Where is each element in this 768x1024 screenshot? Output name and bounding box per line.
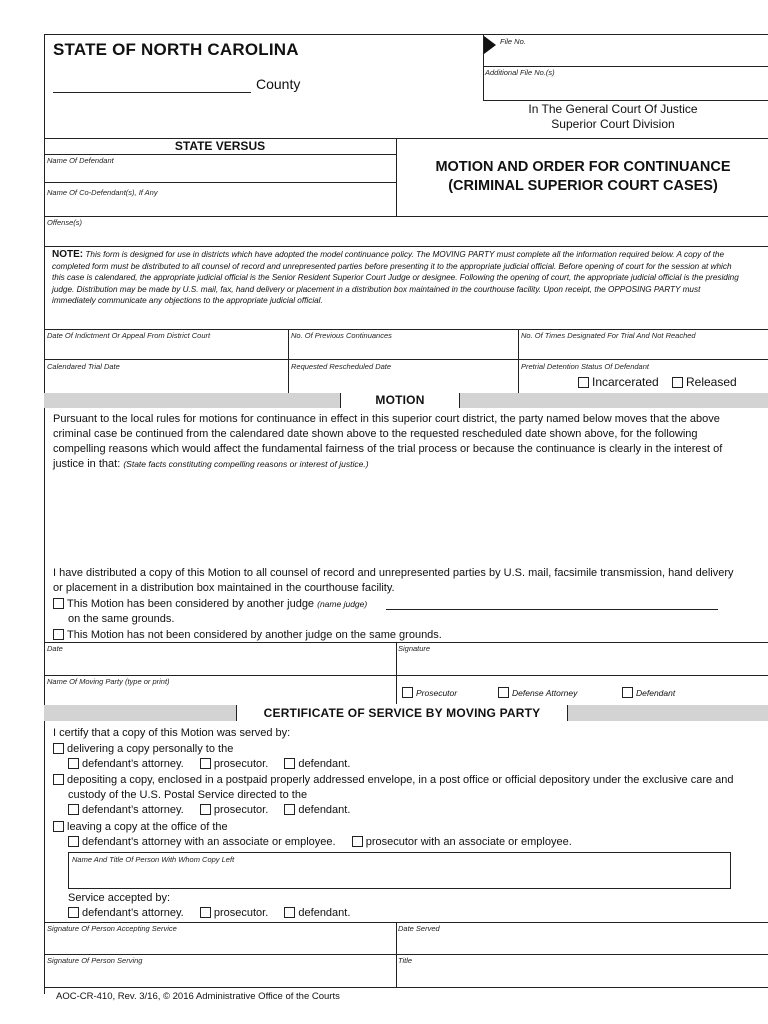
incarcerated-text: Incarcerated <box>592 375 659 389</box>
pretrial-label: Pretrial Detention Status Of Defendant <box>521 362 649 371</box>
note-top-line <box>44 246 768 247</box>
state-versus-line <box>44 154 396 155</box>
offense-label: Offense(s) <box>47 218 83 227</box>
date-sig-top-line <box>44 642 768 643</box>
form-title-line-2: (CRIMINAL SUPERIOR COURT CASES) <box>448 178 718 194</box>
depositing-recipients <box>68 803 350 817</box>
depositing-defendant-checkbox[interactable] <box>284 804 295 815</box>
motion-paragraph <box>53 412 743 472</box>
codefendant-label: Name Of Co-Defendant(s), If Any <box>47 188 158 197</box>
considered-text: This Motion has been considered by another judge <box>67 598 315 610</box>
delivering-option[interactable] <box>53 742 233 756</box>
motion-paragraph-text: Pursuant to the local rules for motions for continuance in effect in this superior court district, the party named below moves that the above criminal case be continued from the calendared date shown above to the requested rescheduled date shown above, for the following compelling reasons which would affect the fundamental fairness of the trial process or because the continuance is clearly in the interest of justice in that: <box>53 413 723 470</box>
delivering-checkbox[interactable] <box>53 743 64 754</box>
bottom-line <box>44 987 768 988</box>
prosecutor-checkbox[interactable] <box>402 687 413 698</box>
delivering-text: delivering a copy personally to the <box>67 743 234 755</box>
accepted-def-attorney-text: defendant’s attorney. <box>82 907 184 919</box>
court-line-2: Superior Court Division <box>551 117 675 131</box>
left-border <box>44 34 45 994</box>
not-considered-option[interactable] <box>53 628 442 642</box>
depositing-prosecutor-checkbox[interactable] <box>200 804 211 815</box>
depositing-option[interactable] <box>53 773 753 803</box>
delivering-defendant-checkbox[interactable] <box>284 758 295 769</box>
not-considered-text: This Motion has not been considered by another judge on the same grounds. <box>67 629 442 641</box>
accepted-prosecutor-text: prosecutor. <box>213 907 269 919</box>
delivering-prosecutor-checkbox[interactable] <box>200 758 211 769</box>
leaving-prosecutor-text: prosecutor with an associate or employee. <box>365 836 572 848</box>
defendant-label: Name Of Defendant <box>47 156 114 165</box>
sig-accepting-label: Signature Of Person Accepting Service <box>47 924 177 933</box>
dates-mid-line <box>44 359 768 360</box>
sig-accepting-top-line <box>44 922 768 923</box>
delivering-def-attorney-text: defendant’s attorney. <box>82 758 184 770</box>
dates-divider-1 <box>288 329 289 393</box>
leaving-option[interactable] <box>53 820 228 834</box>
name-title-box[interactable] <box>68 852 731 889</box>
same-grounds-text: on the same grounds. <box>68 613 175 625</box>
leaving-def-attorney-checkbox[interactable] <box>68 836 79 847</box>
additional-file-label: Additional File No.(s) <box>485 68 555 77</box>
file-no-line[interactable] <box>483 66 768 67</box>
caption-divider <box>396 138 397 216</box>
leaving-def-attorney-text: defendant’s attorney with an associate or employee. <box>82 836 336 848</box>
delivering-prosecutor-text: prosecutor. <box>213 758 269 770</box>
sig-serving-label: Signature Of Person Serving <box>47 956 143 965</box>
defendant-checkbox[interactable] <box>622 687 633 698</box>
certificate-title-frame <box>236 705 568 721</box>
motion-signature-label: Signature <box>398 644 431 653</box>
considered-option[interactable] <box>53 597 367 611</box>
name-judge-label: (name judge) <box>317 599 368 609</box>
motion-date-label: Date <box>47 644 63 653</box>
file-no-label: File No. <box>500 37 526 46</box>
accepted-def-attorney-checkbox[interactable] <box>68 907 79 918</box>
moving-party-top-line <box>44 675 768 676</box>
accepted-recipients <box>68 906 350 920</box>
judge-name-line[interactable] <box>386 609 718 610</box>
depositing-defendant-text: defendant. <box>298 804 351 816</box>
accepted-defendant-text: defendant. <box>298 907 351 919</box>
date-sig-divider <box>396 642 397 704</box>
note-label: NOTE: <box>52 249 84 260</box>
leaving-recipients <box>68 835 572 849</box>
delivering-recipients <box>68 757 350 771</box>
service-accepted-text: Service accepted by: <box>68 892 171 904</box>
rescheduled-label: Requested Rescheduled Date <box>291 362 392 371</box>
motion-paragraph-note: (State facts constituting compelling reasons or interest of justice.) <box>123 459 369 469</box>
prosecutor-option[interactable] <box>402 686 457 700</box>
released-text: Released <box>686 375 737 389</box>
certify-text: I certify that a copy of this Motion was served by: <box>53 727 291 739</box>
state-versus: STATE VERSUS <box>174 139 266 153</box>
sig-divider <box>396 922 397 988</box>
times-designated-label: No. Of Times Designated For Trial And Not Reached <box>521 331 696 340</box>
defense-attorney-checkbox[interactable] <box>498 687 509 698</box>
delivering-defendant-text: defendant. <box>298 758 351 770</box>
incarcerated-option[interactable] <box>578 375 659 389</box>
depositing-checkbox[interactable] <box>53 774 64 785</box>
top-border <box>44 34 768 35</box>
prev-cont-label: No. Of Previous Continuances <box>291 331 392 340</box>
depositing-def-attorney-checkbox[interactable] <box>68 804 79 815</box>
distributed-text: I have distributed a copy of this Motion to all counsel of record and unrepresented parties by U.S. mail, facsimile transmission, hand delivery or placement in a distribution box maintained in the courthouse facility. <box>53 567 734 594</box>
defense-attorney-text: Defense Attorney <box>512 688 578 698</box>
additional-file-line[interactable] <box>483 100 768 101</box>
not-considered-checkbox[interactable] <box>53 629 64 640</box>
defense-attorney-option[interactable] <box>498 686 577 700</box>
motion-title-frame <box>340 393 460 408</box>
court-block <box>483 102 743 132</box>
depositing-prosecutor-text: prosecutor. <box>213 804 269 816</box>
depositing-text: depositing a copy, enclosed in a postpaid properly addressed envelope, in a post office or official depository under the exclusive care and custody of the U.S. Postal Service directed to the <box>67 774 734 801</box>
prosecutor-text: Prosecutor <box>416 688 458 698</box>
date-served-label: Date Served <box>398 924 440 933</box>
certificate-title: CERTIFICATE OF SERVICE BY MOVING PARTY <box>236 705 568 721</box>
form-title <box>398 158 768 196</box>
reasons-area[interactable] <box>53 478 743 562</box>
name-title-label: Name And Title Of Person With Whom Copy Left <box>72 855 235 864</box>
offense-top-line <box>44 216 768 217</box>
court-line-1: In The General Court Of Justice <box>528 102 698 116</box>
leaving-prosecutor-checkbox[interactable] <box>352 836 363 847</box>
leaving-checkbox[interactable] <box>53 821 64 832</box>
depositing-def-attorney-text: defendant’s attorney. <box>82 804 184 816</box>
accepted-defendant-checkbox[interactable] <box>284 907 295 918</box>
motion-title: MOTION <box>340 393 460 408</box>
moving-party-label: Name Of Moving Party (type or print) <box>47 677 170 686</box>
state-title: STATE OF NORTH CAROLINA <box>53 40 299 59</box>
footer-text: AOC-CR-410, Rev. 3/16, © 2016 Administrative Office of the Courts <box>56 991 340 1002</box>
accepted-prosecutor-checkbox[interactable] <box>200 907 211 918</box>
delivering-def-attorney-checkbox[interactable] <box>68 758 79 769</box>
title-label: Title <box>398 956 413 965</box>
arrow-icon <box>484 36 496 54</box>
dates-divider-2 <box>518 329 519 393</box>
note-block <box>52 249 744 307</box>
defendant-line[interactable] <box>44 182 396 183</box>
incarcerated-checkbox[interactable] <box>578 377 589 388</box>
considered-checkbox[interactable] <box>53 598 64 609</box>
note-text: This form is designed for use in districts which have adopted the model continuance policy. The MOVING PARTY must complete all the information required below. A copy of the completed form must be distributed to all counsel of record and unrepresented parties before presenting it to the appropriate judicial official. Before opening of court for the session at which this case is calendared, the appropriate judicial official is the Senior Resident Superior Court Judge or designee. Following the opening of court, the appropriate judicial official is the presiding judge. Distribution may be made by U.S. mail, fax, hand delivery or placement in a distribution box maintained in the courthouse facility. Upon receipt, the OPPOSING PARTY must immediately communicate any objections to the appropriate judicial official. <box>52 250 739 305</box>
calendared-label: Calendared Trial Date <box>47 362 120 371</box>
dates-top-line <box>44 329 768 330</box>
county-label: County <box>256 76 301 92</box>
released-checkbox[interactable] <box>672 377 683 388</box>
form-title-line-1: MOTION AND ORDER FOR CONTINUANCE <box>435 159 731 175</box>
defendant-text: Defendant <box>636 688 676 698</box>
county-line[interactable] <box>53 92 251 93</box>
leaving-text: leaving a copy at the office of the <box>67 821 228 833</box>
sig-serving-top-line <box>44 954 768 955</box>
defendant-option[interactable] <box>622 686 675 700</box>
indictment-label: Date Of Indictment Or Appeal From District Court <box>47 331 211 340</box>
released-option[interactable] <box>672 375 737 389</box>
